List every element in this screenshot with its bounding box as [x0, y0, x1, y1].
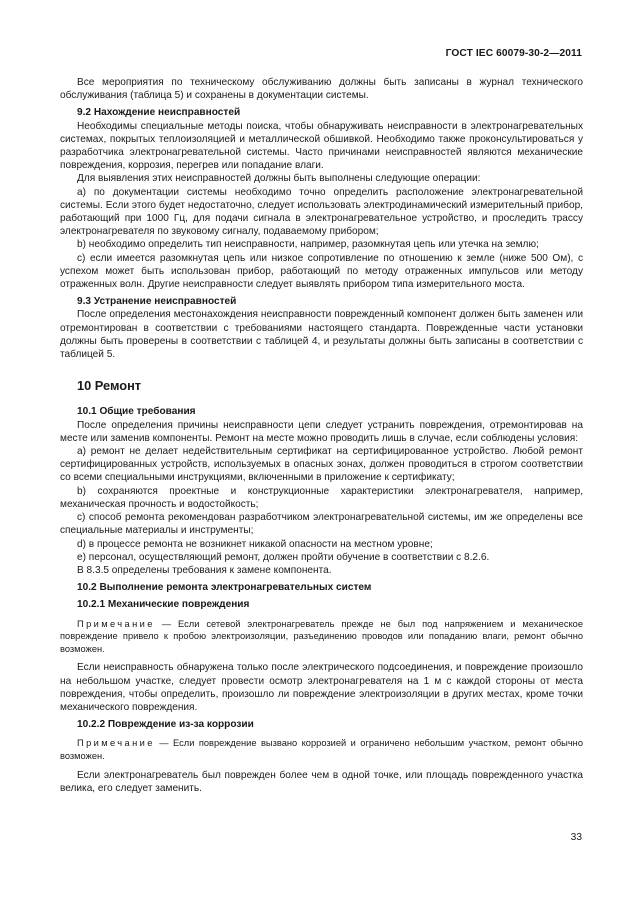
- body-paragraph: a) ремонт не делает недействительным сертификат на сертифицированное устройство. Любой ремонт сертифицированных устройств, используемых в опасных зонах, должен проводиться в строгом соответствии со всеми специальными инструкциями, включенными в приложение к сертификату;: [60, 446, 583, 484]
- body-paragraph: b) сохраняются проектные и конструкционные характеристики электронагревателя, например, механическая прочность и водостойкость;: [60, 485, 583, 510]
- body-paragraph: Если электронагреватель был поврежден более чем в одной точке, или площадь поврежденного участка велика, его следует заменить.: [60, 769, 583, 794]
- body-paragraph: b) необходимо определить тип неисправности, например, разомкнутая цепь или утечка на землю;: [77, 239, 539, 251]
- body-paragraph: Все мероприятия по техническому обслуживанию должны быть записаны в журнал технического обслуживания (таблица 5) и сохранены в документации системы.: [60, 77, 583, 102]
- document-header: ГОСТ IEC 60079-30-2—2011: [445, 48, 582, 59]
- subsection-heading: 10.2.1 Механические повреждения: [77, 599, 250, 611]
- note-label: Примечание: [77, 618, 155, 629]
- subsection-heading: 9.2 Нахождение неисправностей: [77, 107, 241, 119]
- body-paragraph: Для выявления этих неисправностей должны быть выполнены следующие операции:: [77, 173, 481, 185]
- note-text: — Если сетевой электронагреватель прежде не был под напряжением и механическое повреждение привело к пробою электроизоляции, разъединению проводов или попаданию влаги, ремонт обычно возможен.: [60, 618, 583, 654]
- subsection-heading: 10.2.2 Повреждение из-за коррозии: [77, 719, 254, 731]
- note-label: Примечание: [77, 738, 155, 749]
- subsection-heading: 9.3 Устранение неисправностей: [77, 296, 237, 308]
- body-paragraph: e) персонал, осуществляющий ремонт, должен пройти обучение в соответствии с 8.2.6.: [77, 551, 490, 563]
- subsection-heading: 10.2 Выполнение ремонта электронагревательных систем: [77, 582, 372, 594]
- page-number: 33: [570, 832, 582, 843]
- body-paragraph: a) по документации системы необходимо точно определить расположение электронагревательной системы. Если этого будет недостаточно, следует использовать электродинамический измерительный прибор, работающий при 1000 Гц, для подачи сигнала в электронагревательное устройство, и проследить трассу электронагревателя по звуковому сигналу, подаваемому прибором;: [60, 186, 583, 238]
- section-heading: 10 Ремонт: [77, 378, 142, 394]
- note-paragraph: [60, 618, 583, 656]
- body-paragraph: d) в процессе ремонта не возникнет никакой опасности на местном уровне;: [77, 538, 433, 550]
- note-text: — Если повреждение вызвано коррозией и ограничено небольшим участком, ремонт обычно возможен.: [60, 738, 583, 761]
- body-paragraph: Если неисправность обнаружена только после электрического подсоединения, и повреждение произошло на небольшом участке, следует провести осмотр электронагревателя на 1 м с каждой стороны от места повреждения, чтобы определить, произошло ли повреждение электроизоляции в других местах, кроме точки механического повреждения.: [60, 662, 583, 713]
- note-paragraph: [60, 737, 583, 762]
- body-paragraph: В 8.3.5 определены требования к замене компонента.: [77, 564, 332, 576]
- body-paragraph: c) если имеется разомкнутая цепь или низкое сопротивление по отношению к земле (ниже 500 Ом), с успехом может быть использован прибор, работающий по методу отраженных импульсов или методу отраженных волн. Другие неисправности следует выявлять прибором типа измерительного моста.: [60, 252, 583, 291]
- page-body: [60, 76, 583, 795]
- body-paragraph: c) способ ремонта рекомендован разработчиком электронагревательной системы, им же определены все специальные материалы и инструменты;: [60, 512, 583, 537]
- body-paragraph: После определения местонахождения неисправности поврежденный компонент должен быть заменен или отремонтирован в соответствии с требованиями настоящего стандарта. Поврежденные части установки должны быть проверены в соответствии с таблицей 4, и результаты должны быть записаны в соответствии с таблицей 5.: [60, 309, 583, 361]
- body-paragraph: Необходимы специальные методы поиска, чтобы обнаруживать неисправности в электронагревательных системах, покрытых теплоизоляцией и металлической обшивкой. Необходимо также проконсультироваться у разработчика электронагревательной системы. Часто причинами неисправностей являются механические повреждения, коррозия, перегрев или попадание влаги.: [60, 120, 583, 172]
- body-paragraph: После определения причины неисправности цепи следует устранить повреждения, отремонтировав на месте или заменив компоненты. Ремонт на месте можно проводить лишь в случае, если соблюдены условия:: [60, 419, 583, 444]
- subsection-heading: 10.1 Общие требования: [77, 406, 196, 418]
